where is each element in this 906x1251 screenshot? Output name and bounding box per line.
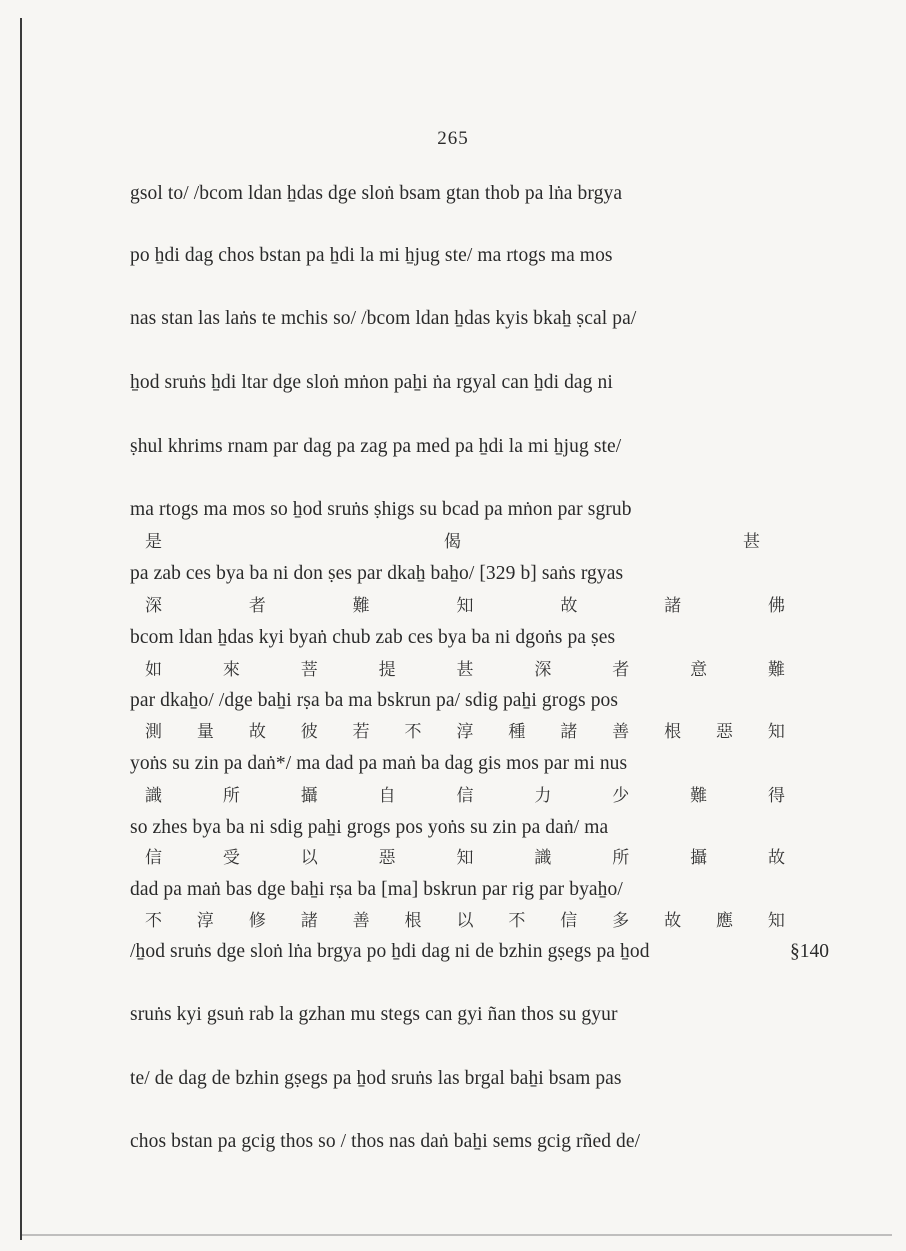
gloss-char: 不 — [508, 911, 526, 931]
chinese-gloss-line — [145, 784, 785, 808]
gloss-char: 菩 — [300, 660, 318, 680]
text-line: so zhes bya ba ni sdig paẖi grogs pos yoṅs su zin pa daṅ/ ma — [130, 817, 609, 838]
gloss-char: 彼 — [300, 722, 318, 742]
gloss-char: 少 — [612, 786, 630, 806]
section-mark: §140 — [790, 941, 829, 962]
gloss-char: 難 — [352, 596, 370, 616]
gloss-char: 難 — [690, 786, 708, 806]
gloss-char: 諸 — [560, 722, 578, 742]
text-line: bcom ldan ẖdas kyi byaṅ chub zab ces bya ba ni dgoṅs pa ṣes — [130, 627, 616, 648]
text-line: pa zab ces bya ba ni don ṣes par dkaẖ baẖo/ [329 b] saṅs rgyas — [130, 563, 624, 584]
gloss-char: 得 — [768, 786, 785, 806]
chinese-gloss-line — [145, 846, 785, 870]
gloss-char: 識 — [145, 786, 162, 806]
text-line: ṣhul khrims rnam par dag pa zag pa med pa ẖdi la mi ẖjug ste/ — [130, 436, 622, 457]
gloss-char: 意 — [690, 660, 708, 680]
bottom-edge-rule — [22, 1234, 892, 1236]
gloss-char: 佛 — [767, 596, 785, 616]
gloss-char: 者 — [612, 660, 630, 680]
gloss-char: 甚 — [456, 660, 474, 680]
gloss-char: 修 — [248, 911, 266, 931]
gloss-char: 攝 — [690, 848, 708, 868]
chinese-gloss-line — [145, 909, 785, 933]
left-margin-rule — [20, 18, 22, 1240]
gloss-char: 是 — [145, 532, 162, 552]
text-line: chos bstan pa gcig thos so / thos nas daṅ baẖi sems gcig rñed de/ — [130, 1131, 641, 1152]
text-line: dad pa maṅ bas dge baẖi rṣa ba [ma] bskrun par rig par byaẖo/ — [130, 879, 623, 900]
text-line: ẖod sruṅs ẖdi ltar dge sloṅ mṅon paẖi ṅa rgyal can ẖdi dag ni — [130, 372, 613, 393]
gloss-char: 不 — [404, 722, 422, 742]
gloss-char: 深 — [145, 596, 162, 616]
gloss-char: 偈 — [444, 532, 461, 552]
chinese-gloss-line — [145, 658, 785, 682]
text-line: gsol to/ /bcom ldan ẖdas dge sloṅ bsam gtan thob pa lṅa brgya — [130, 183, 623, 204]
gloss-char: 知 — [767, 722, 785, 742]
text-line: te/ de dag de bzhin gṣegs pa ẖod sruṅs las brgal baẖi bsam pas — [130, 1068, 622, 1089]
gloss-char: 若 — [352, 722, 370, 742]
gloss-char: 應 — [715, 911, 733, 931]
text-line: /ẖod sruṅs dge sloṅ lṅa brgya po ẖdi dag ni de bzhin gṣegs pa ẖod — [130, 941, 650, 962]
gloss-char: 根 — [404, 911, 422, 931]
gloss-char: 淳 — [196, 911, 214, 931]
gloss-char: 提 — [378, 660, 396, 680]
gloss-char: 故 — [768, 848, 785, 868]
chinese-gloss-line — [145, 530, 760, 554]
gloss-char: 善 — [612, 722, 630, 742]
gloss-char: 信 — [560, 911, 578, 931]
text-line: par dkaẖo/ /dge baẖi rṣa ba ma bskrun pa/ sdig paẖi grogs pos — [130, 690, 619, 711]
gloss-char: 力 — [534, 786, 552, 806]
text-line: yoṅs su zin pa daṅ*/ ma dad pa maṅ ba dag gis mos par mi nus — [130, 753, 628, 774]
gloss-char: 諸 — [300, 911, 318, 931]
gloss-char: 故 — [560, 596, 578, 616]
gloss-char: 來 — [222, 660, 240, 680]
gloss-char: 難 — [768, 660, 785, 680]
gloss-char: 諸 — [664, 596, 682, 616]
gloss-char: 者 — [248, 596, 266, 616]
gloss-char: 根 — [664, 722, 682, 742]
gloss-char: 知 — [456, 596, 474, 616]
gloss-char: 信 — [456, 786, 474, 806]
page-number: 265 — [437, 128, 469, 149]
gloss-char: 淳 — [456, 722, 474, 742]
text-line: nas stan las laṅs te mchis so/ /bcom ldan ẖdas kyis bkaẖ ṣcal pa/ — [130, 308, 637, 329]
gloss-char: 知 — [456, 848, 474, 868]
gloss-char: 攝 — [300, 786, 318, 806]
gloss-char: 種 — [508, 722, 526, 742]
chinese-gloss-line — [145, 594, 785, 618]
gloss-char: 善 — [352, 911, 370, 931]
text-line: ma rtogs ma mos so ẖod sruṅs ṣhigs su bcad pa mṅon par sgrub — [130, 499, 632, 520]
gloss-char: 所 — [612, 848, 630, 868]
gloss-char: 如 — [145, 660, 162, 680]
text-line: sruṅs kyi gsuṅ rab la gzhan mu stegs can gyi ñan thos su gyur — [130, 1004, 618, 1025]
gloss-char: 所 — [222, 786, 240, 806]
gloss-char: 故 — [664, 911, 682, 931]
gloss-char: 以 — [456, 911, 474, 931]
gloss-char: 不 — [145, 911, 162, 931]
gloss-char: 信 — [145, 848, 162, 868]
gloss-char: 多 — [612, 911, 630, 931]
gloss-char: 測 — [145, 722, 162, 742]
gloss-char: 惡 — [715, 722, 733, 742]
gloss-char: 惡 — [378, 848, 396, 868]
gloss-char: 知 — [767, 911, 785, 931]
gloss-char: 深 — [534, 660, 552, 680]
text-line: po ẖdi dag chos bstan pa ẖdi la mi ẖjug ste/ ma rtogs ma mos — [130, 245, 613, 266]
gloss-char: 量 — [196, 722, 214, 742]
gloss-char: 故 — [248, 722, 266, 742]
gloss-char: 識 — [534, 848, 552, 868]
gloss-char: 甚 — [743, 532, 760, 552]
chinese-gloss-line — [145, 720, 785, 744]
gloss-char: 受 — [222, 848, 240, 868]
gloss-char: 以 — [300, 848, 318, 868]
gloss-char: 自 — [378, 786, 396, 806]
